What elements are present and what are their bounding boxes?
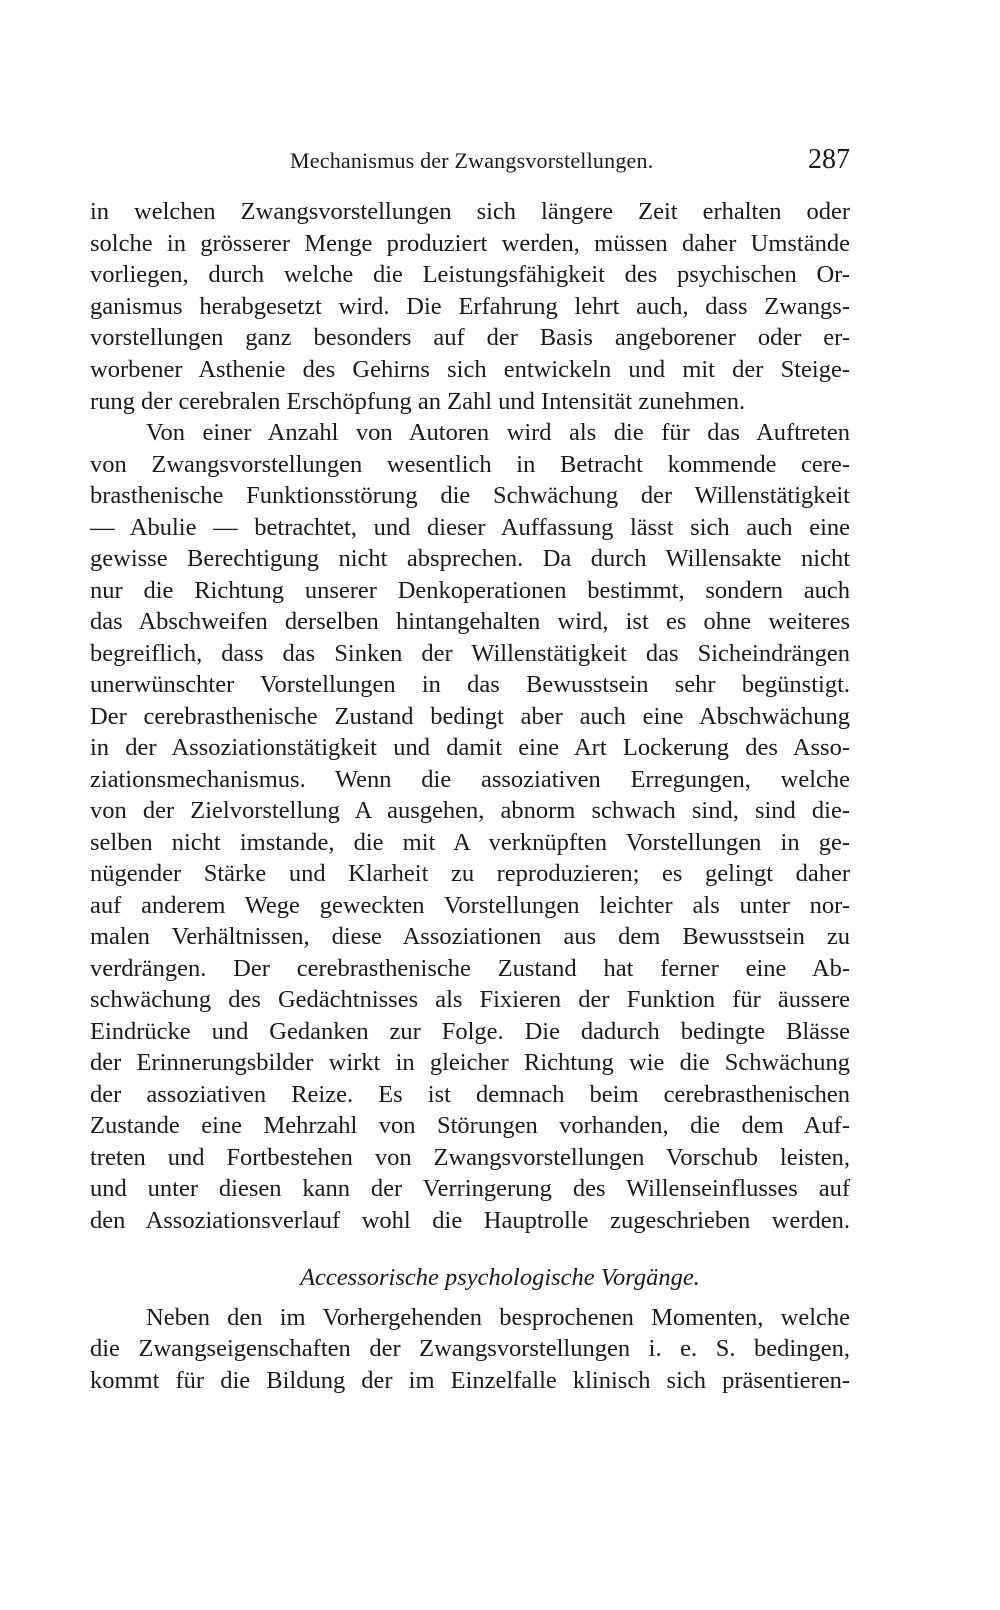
- text-line: das Abschweifen derselben hintangehalten wird, ist es ohne weiteres: [90, 608, 850, 635]
- text-line: nur die Richtung unserer Denkoperationen bestimmt, sondern auch: [90, 577, 850, 604]
- text-line: der Erinnerungsbilder wirkt in gleicher Richtung wie die Schwächung: [90, 1049, 850, 1076]
- text-line: unerwünschter Vorstellungen in das Bewusstsein sehr begünstigt.: [90, 671, 850, 698]
- text-line: Der cerebrasthenische Zustand bedingt aber auch eine Abschwächung: [90, 703, 850, 730]
- text-line: ganismus herabgesetzt wird. Die Erfahrung lehrt auch, dass Zwangs-: [90, 293, 850, 320]
- running-title: Mechanismus der Zwangsvorstellungen.: [290, 148, 654, 173]
- text-line: Neben den im Vorhergehenden besprochenen Momenten, welche: [146, 1304, 850, 1331]
- text-line: der assoziativen Reize. Es ist demnach beim cerebrasthenischen: [90, 1081, 850, 1108]
- text-line: treten und Fortbestehen von Zwangsvorstellungen Vorschub leisten,: [90, 1144, 850, 1171]
- text-line: in der Assoziationstätigkeit und damit eine Art Lockerung des Asso-: [90, 734, 850, 761]
- text-line: von Zwangsvorstellungen wesentlich in Betracht kommende cere-: [90, 451, 850, 478]
- text-line: die Zwangseigenschaften der Zwangsvorstellungen i. e. S. bedingen,: [90, 1335, 850, 1362]
- text-line: auf anderem Wege geweckten Vorstellungen leichter als unter nor-: [90, 892, 850, 919]
- text-line: ziationsmechanismus. Wenn die assoziativen Erregungen, welche: [90, 766, 850, 793]
- text-line: und unter diesen kann der Verringerung des Willenseinflusses auf: [90, 1175, 850, 1202]
- text-line: kommt für die Bildung der im Einzelfalle klinisch sich präsentieren-: [90, 1367, 850, 1394]
- text-line: nügender Stärke und Klarheit zu reproduzieren; es gelingt daher: [90, 860, 850, 887]
- page-number: 287: [808, 144, 850, 175]
- text-line: gewisse Berechtigung nicht absprechen. Da durch Willensakte nicht: [90, 545, 850, 572]
- text-line: Eindrücke und Gedanken zur Folge. Die dadurch bedingte Blässe: [90, 1018, 850, 1045]
- text-line: solche in grösserer Menge produziert werden, müssen daher Umstände: [90, 230, 850, 257]
- text-line: in welchen Zwangsvorstellungen sich längere Zeit erhalten oder: [90, 198, 850, 225]
- text-line: schwächung des Gedächtnisses als Fixieren der Funktion für äussere: [90, 986, 850, 1013]
- text-line: den Assoziationsverlauf wohl die Hauptrolle zugeschrieben werden.: [90, 1207, 850, 1234]
- text-line: verdrängen. Der cerebrasthenische Zustand hat ferner eine Ab-: [90, 955, 850, 982]
- text-line: Zustande eine Mehrzahl von Störungen vorhanden, die dem Auf-: [90, 1112, 850, 1139]
- section-heading: Accessorische psychologische Vorgänge.: [300, 1264, 700, 1291]
- text-line: vorstellungen ganz besonders auf der Basis angeborener oder er-: [90, 324, 850, 351]
- text-line: — Abulie — betrachtet, und dieser Auffassung lässt sich auch eine: [90, 514, 850, 541]
- running-head: [90, 144, 850, 182]
- text-line: vorliegen, durch welche die Leistungsfähigkeit des psychischen Or-: [90, 261, 850, 288]
- text-line: von der Zielvorstellung A ausgehen, abnorm schwach sind, sind die-: [90, 797, 850, 824]
- text-line: worbener Asthenie des Gehirns sich entwickeln und mit der Steige-: [90, 356, 850, 383]
- text-line: malen Verhältnissen, diese Assoziationen aus dem Bewusstsein zu: [90, 923, 850, 950]
- text-line: brasthenische Funktionsstörung die Schwächung der Willenstätigkeit: [90, 482, 850, 509]
- text-line: Von einer Anzahl von Autoren wird als die für das Auftreten: [146, 419, 850, 446]
- text-line: rung der cerebralen Erschöpfung an Zahl und Intensität zunehmen.: [90, 388, 746, 415]
- text-line: begreiflich, dass das Sinken der Willenstätigkeit das Sicheindrängen: [90, 640, 850, 667]
- text-line: selben nicht imstande, die mit A verknüpften Vorstellungen in ge-: [90, 829, 850, 856]
